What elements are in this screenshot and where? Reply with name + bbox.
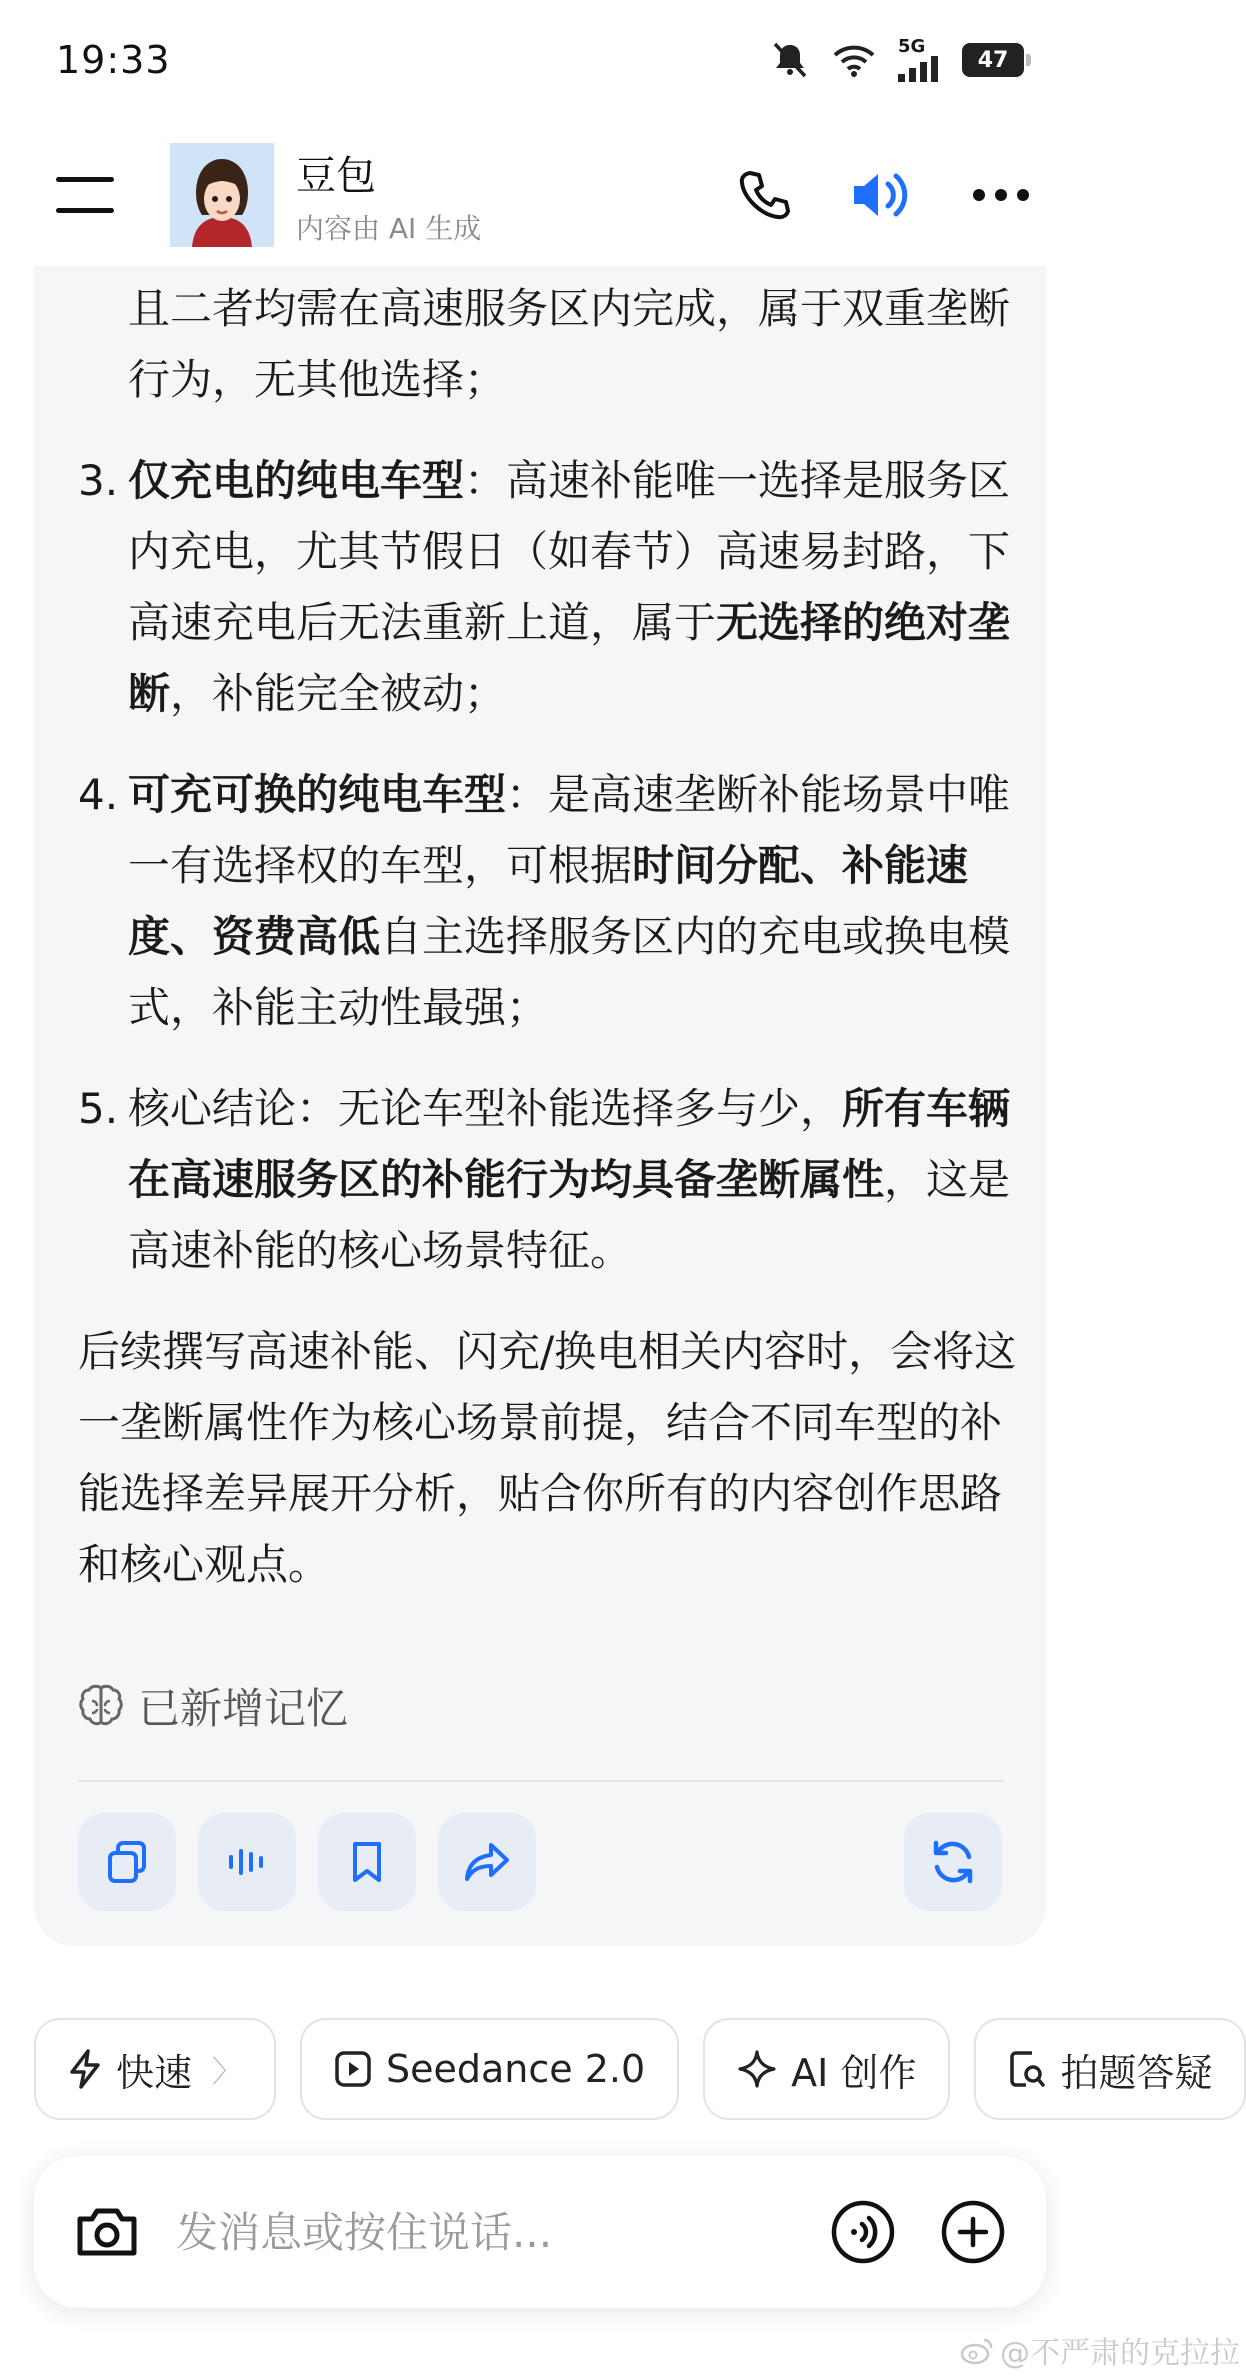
phone-icon <box>736 167 792 223</box>
quick-action-seedance[interactable] <box>300 2018 679 2120</box>
more-button[interactable] <box>972 188 1030 202</box>
chip-label: Seedance 2.0 <box>386 2047 646 2091</box>
battery-icon <box>962 43 1024 77</box>
copy-icon <box>104 1839 150 1885</box>
battery-level: 47 <box>977 47 1009 73</box>
message-input-bar <box>34 2156 1046 2308</box>
list-item <box>78 273 1018 415</box>
call-button[interactable] <box>736 167 792 223</box>
status-bar <box>0 0 1080 120</box>
list-number: 3. <box>78 456 119 505</box>
memory-notice[interactable] <box>78 1676 348 1736</box>
copy-button[interactable] <box>78 1813 176 1911</box>
speaker-icon <box>850 167 914 223</box>
share-arrow-icon <box>463 1839 511 1885</box>
chip-label: 快速 <box>116 2050 193 2095</box>
signal-5g-icon <box>898 38 940 82</box>
lightning-icon <box>68 2049 102 2089</box>
message-body <box>78 266 1018 1600</box>
camera-icon <box>74 2203 140 2261</box>
audio-wave-icon <box>224 1839 270 1885</box>
regenerate-button[interactable] <box>904 1813 1002 1911</box>
read-aloud-button[interactable] <box>198 1813 296 1911</box>
chat-title: 豆包 <box>296 152 376 199</box>
memory-label: 已新增记忆 <box>138 1684 349 1733</box>
chat-subtitle: 内容由 AI 生成 <box>296 211 482 245</box>
add-button[interactable] <box>940 2199 1006 2265</box>
bookmark-icon <box>344 1839 390 1885</box>
bold-text: 所有车辆在高速服务区的补能行为均具备垄断属性 <box>128 1084 1011 1204</box>
plus-circle-icon <box>940 2199 1006 2265</box>
list-text: ，补能完全被动； <box>170 669 507 718</box>
list-item <box>78 1073 1018 1286</box>
status-icons <box>770 38 1024 82</box>
chip-label: AI 创作 <box>791 2050 917 2095</box>
list-number: 4. <box>78 770 119 819</box>
list-text: 核心结论：无论车型补能选择多与少， <box>128 1084 843 1133</box>
list-text: ：高速补能唯一选择是服务区内充电，尤其节假日（如春节）高速易封路，下高速充电后无法重新上道，属于 <box>128 456 1011 647</box>
closing-paragraph: 后续撰写高速补能、闪充/换电相关内容时，会将这一垄断属性作为核心场景前提，结合不同车型的补能选择差异展开分析，贴合你所有的内容创作思路和核心观点。 <box>78 1327 1017 1589</box>
refresh-icon <box>928 1837 978 1887</box>
chat-header <box>0 120 1080 270</box>
more-dots-icon <box>972 188 1030 202</box>
share-button[interactable] <box>438 1813 536 1911</box>
bookmark-button[interactable] <box>318 1813 416 1911</box>
avatar[interactable] <box>170 143 274 247</box>
voice-playback-button[interactable] <box>850 167 914 223</box>
play-square-icon <box>334 2050 372 2088</box>
mute-bell-icon <box>770 41 810 79</box>
list-text: ：是高速垄断补能场景中唯一有选择权的车型，可根据 <box>128 770 1011 890</box>
bold-text: 无选择的绝对垄断 <box>128 598 1011 718</box>
list-text: ，这是高速补能的核心场景特征。 <box>128 1155 1011 1275</box>
bold-text: 时间分配、补能速度、资费高低 <box>128 841 969 961</box>
quick-action-fast[interactable] <box>34 2018 276 2120</box>
network-type-label: 5G <box>898 36 926 57</box>
list-item <box>78 759 1018 1043</box>
camera-button[interactable] <box>74 2203 140 2261</box>
status-time: 19:33 <box>56 38 171 82</box>
menu-button[interactable] <box>50 160 120 230</box>
wifi-icon <box>832 43 876 77</box>
quick-action-photo-answer[interactable] <box>974 2018 1246 2120</box>
watermark-text: @不严肃的克拉拉 <box>1000 2336 1240 2371</box>
title-block <box>296 144 481 247</box>
bold-text: 可充可换的纯电车型 <box>128 770 507 819</box>
message-input[interactable] <box>176 2208 830 2257</box>
quick-action-ai-create[interactable] <box>703 2018 950 2120</box>
list-text: 自主选择服务区内的充电或换电模式，补能主动性最强； <box>128 912 1011 1032</box>
bold-text: 仅充电的纯电车型 <box>128 456 465 505</box>
photo-search-icon <box>1008 2049 1046 2089</box>
divider <box>78 1780 1004 1782</box>
assistant-message-card <box>34 266 1046 1946</box>
header-actions <box>736 167 1030 223</box>
list-item <box>78 445 1018 729</box>
sparkle-icon <box>737 2049 777 2089</box>
brain-icon <box>78 1683 124 1729</box>
chip-label: 拍题答疑 <box>1060 2050 1213 2095</box>
list-number: 5. <box>78 1084 119 1133</box>
list-text: 且二者均需在高速服务区内完成，属于双重垄断行为，无其他选择； <box>128 284 1011 404</box>
weibo-logo-icon <box>960 2336 994 2364</box>
watermark <box>960 2328 1240 2372</box>
quick-actions <box>34 2018 1246 2120</box>
chevron-right-icon: 〉 <box>212 2055 243 2090</box>
hamburger-icon <box>56 175 114 215</box>
voice-call-button[interactable] <box>830 2199 896 2265</box>
voice-wave-circle-icon <box>830 2199 896 2265</box>
